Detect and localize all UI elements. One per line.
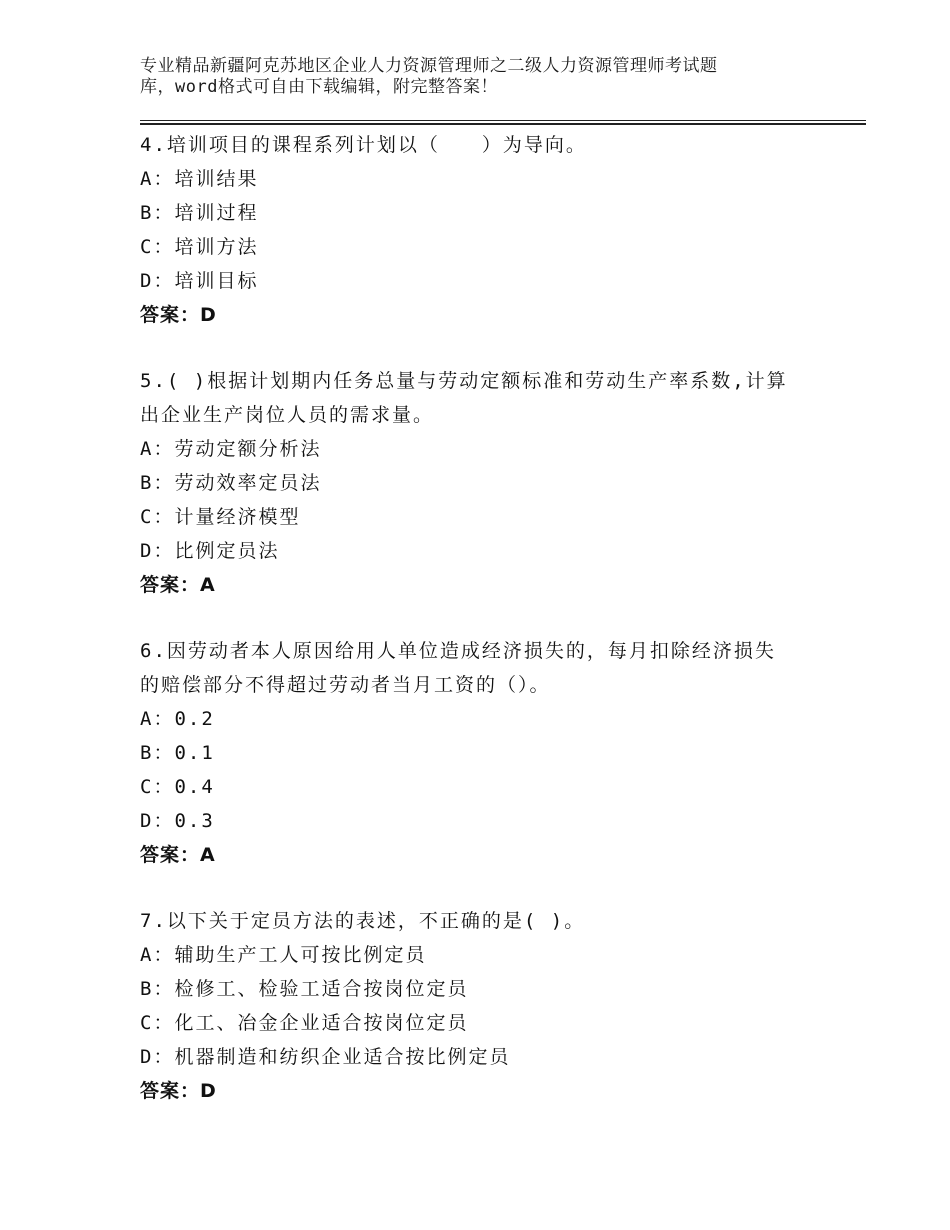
option-d: D：机器制造和纺织企业适合按比例定员: [140, 1046, 511, 1068]
option-a: A：辅助生产工人可按比例定员: [140, 944, 427, 966]
divider-line-top: [140, 120, 866, 121]
question-stem: 4.培训项目的课程系列计划以（ ）为导向。: [140, 134, 587, 156]
option-b: B：0.1: [140, 742, 215, 764]
option-d: D：培训目标: [140, 270, 259, 292]
answer-label: 答案：A: [140, 844, 216, 866]
option-a: A：培训结果: [140, 168, 259, 190]
option-a: A：劳动定额分析法: [140, 438, 322, 460]
option-d: D：比例定员法: [140, 540, 280, 562]
document-header: [140, 56, 840, 98]
header-line-1: 专业精品新疆阿克苏地区企业人力资源管理师之二级人力资源管理师考试题: [140, 56, 718, 76]
option-b: B：培训过程: [140, 202, 259, 224]
question-list: [140, 128, 820, 1140]
answer-label: 答案：A: [140, 574, 216, 596]
question-stem: 5.( )根据计划期内任务总量与劳动定额标准和劳动生产率系数,计算: [140, 370, 788, 392]
option-d: D：0.3: [140, 810, 215, 832]
question-stem: 7.以下关于定员方法的表述，不正确的是( )。: [140, 910, 586, 932]
divider-line-bottom: [140, 123, 866, 125]
option-c: C：化工、冶金企业适合按岗位定员: [140, 1012, 469, 1034]
question-stem-continued: 的赔偿部分不得超过劳动者当月工资的（）。: [140, 674, 551, 696]
header-divider: [140, 120, 866, 126]
question-4: [140, 128, 820, 332]
question-stem: 6.因劳动者本人原因给用人单位造成经济损失的，每月扣除经济损失: [140, 640, 776, 662]
answer-label: 答案：D: [140, 1080, 217, 1102]
question-stem-continued: 出企业生产岗位人员的需求量。: [140, 404, 435, 426]
option-c: C：培训方法: [140, 236, 259, 258]
option-c: C：计量经济模型: [140, 506, 301, 528]
question-5: [140, 364, 820, 602]
answer-label: 答案：D: [140, 304, 217, 326]
option-a: A：0.2: [140, 708, 215, 730]
question-6: [140, 634, 820, 872]
header-line-2: 库，word格式可自由下载编辑，附完整答案！: [140, 77, 498, 97]
option-b: B：劳动效率定员法: [140, 472, 322, 494]
question-7: [140, 904, 820, 1108]
option-c: C：0.4: [140, 776, 215, 798]
option-b: B：检修工、检验工适合按岗位定员: [140, 978, 469, 1000]
